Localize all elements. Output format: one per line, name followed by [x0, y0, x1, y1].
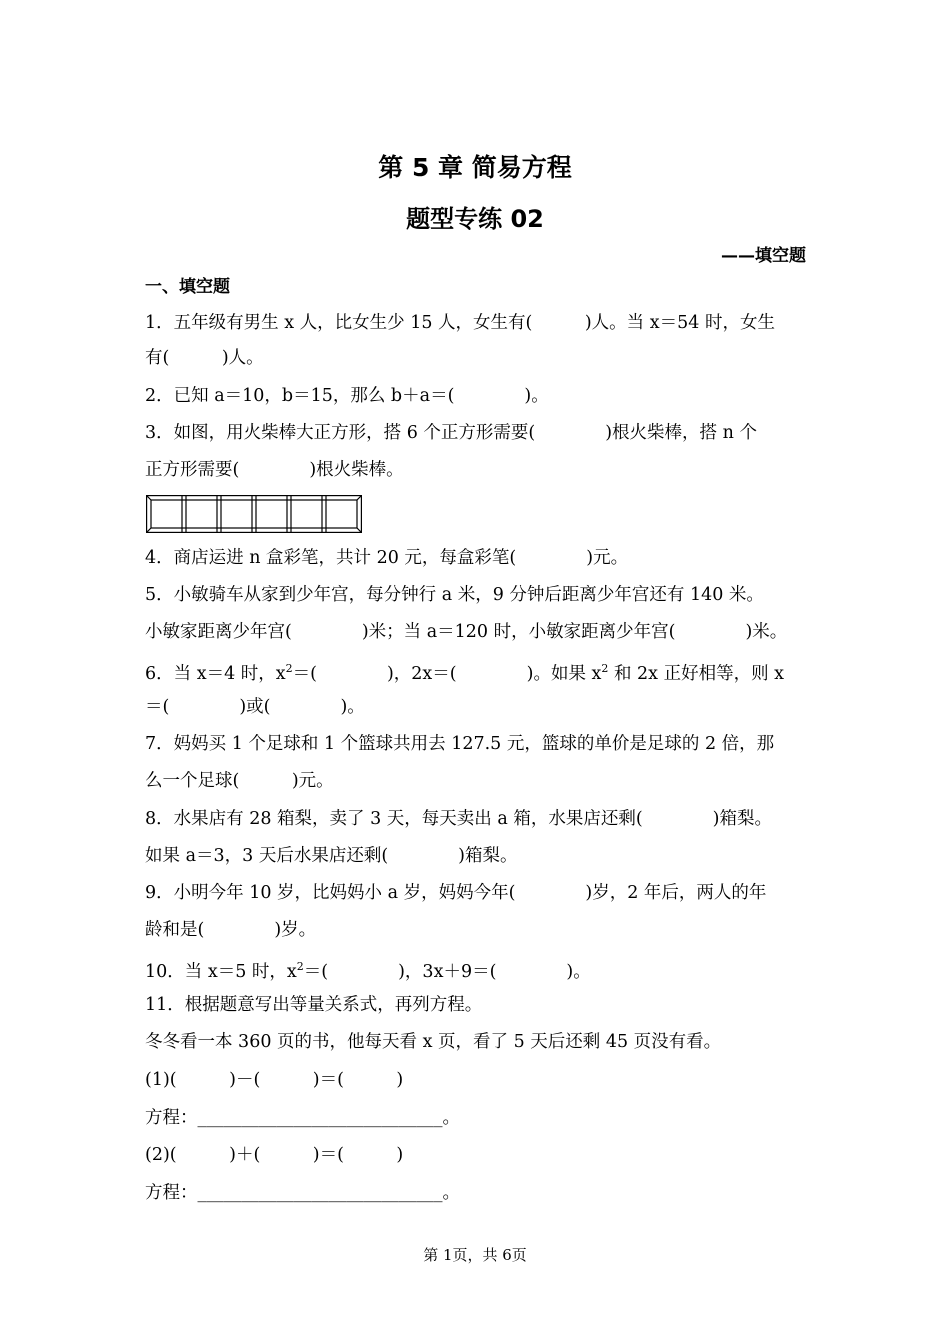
question-5-line-1: 5．小敏骑车从家到少年宫，每分钟行 a 米，9 分钟后距离少年宫还有 140 米。 — [145, 585, 764, 605]
matchstick-squares-figure — [146, 495, 362, 533]
question-type-label: ——填空题 — [721, 246, 806, 266]
question-11-equation-2: 方程：____________________________。 — [145, 1183, 460, 1203]
worksheet-title: 题型专练 02 — [406, 205, 544, 233]
question-5-line-2: 小敏家距离少年宫( )米；当 a＝120 时，小敏家距离少年宫( )米。 — [145, 622, 788, 642]
question-11-relation-1: (1)( )－( )＝( ) — [145, 1070, 404, 1090]
question-9-line-1: 9．小明今年 10 岁，比妈妈小 a 岁，妈妈今年( )岁，2 年后，两人的年 — [145, 883, 767, 903]
question-6-line-2: ＝( )或( )。 — [145, 697, 365, 717]
question-1-line-1: 1．五年级有男生 x 人，比女生少 15 人，女生有( )人。当 x＝54 时，女生 — [145, 313, 775, 333]
question-3-line-2: 正方形需要( )根火柴棒。 — [145, 460, 404, 480]
question-11-equation-1: 方程：____________________________。 — [145, 1108, 460, 1128]
section-heading: 一、填空题 — [145, 277, 230, 297]
question-11-context: 冬冬看一本 360 页的书，他每天看 x 页，看了 5 天后还剩 45 页没有看。 — [145, 1032, 722, 1052]
question-7-line-2: 么一个足球( )元。 — [145, 771, 334, 791]
question-7-line-1: 7．妈妈买 1 个足球和 1 个篮球共用去 127.5 元，篮球的单价是足球的 2 倍，那 — [145, 734, 775, 754]
question-10: 10．当 x＝5 时，$x^2=$( )，3x＋9＝( )。 — [145, 960, 591, 982]
question-8-line-2: 如果 a＝3，3 天后水果店还剩( )箱梨。 — [145, 846, 518, 866]
page-footer: 第 1页，共 6页 — [423, 1246, 527, 1264]
question-3-line-1: 3．如图，用火柴棒大正方形，搭 6 个正方形需要( )根火柴棒，搭 n 个 — [145, 423, 757, 443]
question-8-line-1: 8．水果店有 28 箱梨，卖了 3 天，每天卖出 a 箱，水果店还剩( )箱梨。 — [145, 809, 772, 829]
chapter-title: 第 5 章 简易方程 — [378, 153, 572, 182]
question-1-line-2: 有( )人。 — [145, 348, 264, 368]
question-11: 11．根据题意写出等量关系式，再列方程。 — [145, 995, 483, 1015]
matchstick-outer-frame — [147, 496, 362, 533]
question-4: 4．商店运进 n 盒彩笔，共计 20 元，每盒彩笔( )元。 — [145, 548, 629, 568]
question-6-line-1: 6．当 x＝4 时，$x^2=$( )，2x＝( )。如果 $x^2$ 和 2x 正好相等，则 x — [145, 662, 785, 684]
question-9-line-2: 龄和是( )岁。 — [145, 920, 317, 940]
question-2: 2．已知 a＝10，b＝15，那么 b＋a＝( )。 — [145, 386, 549, 406]
question-11-relation-2: (2)( )＋( )＝( ) — [145, 1145, 404, 1165]
